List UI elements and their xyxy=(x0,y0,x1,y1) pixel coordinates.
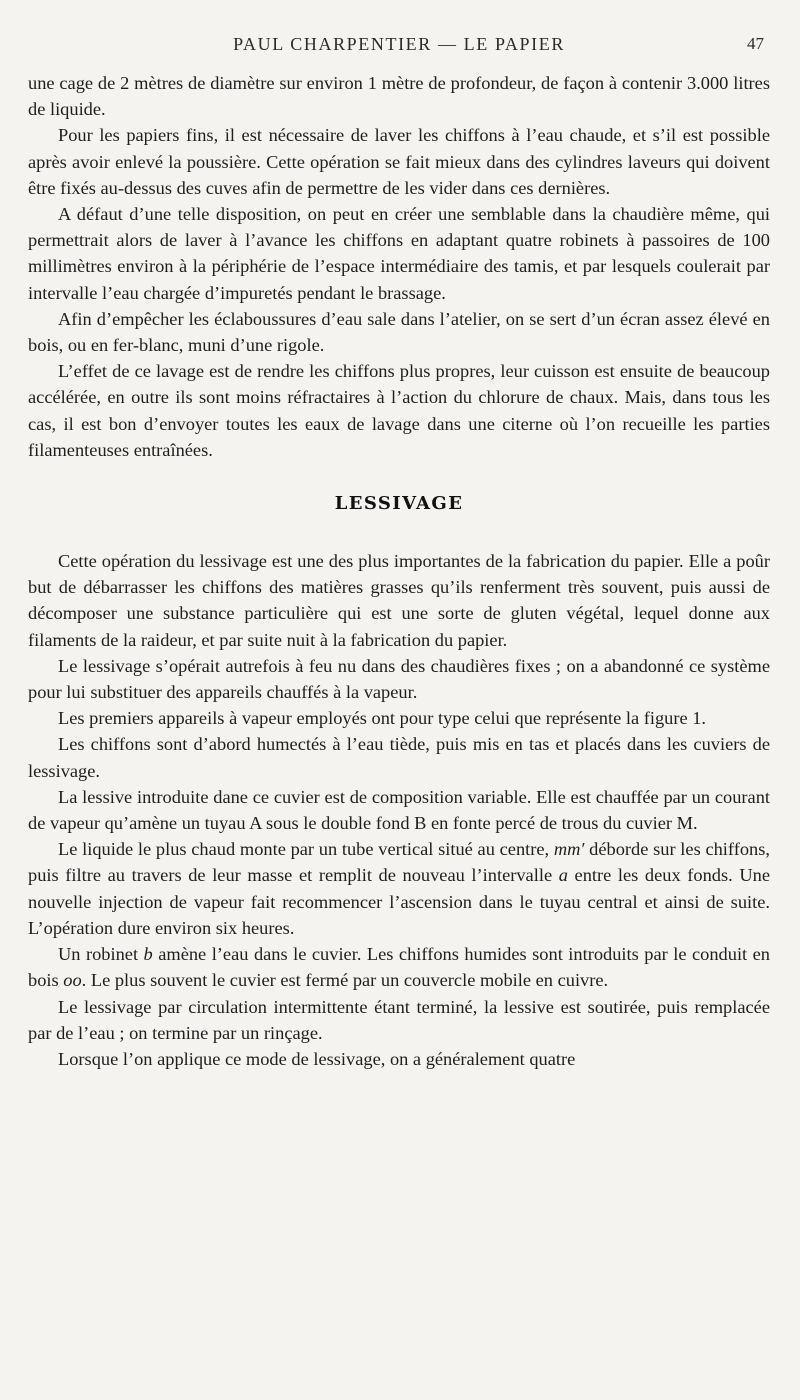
paragraph: La lessive introduite dane ce cuvier est de composition variable. Elle est chauffée par un courant de vapeur qu’amène un tuyau A sous le double fond B en fonte percé de trous du cuvier M. xyxy=(28,786,770,834)
italic-label: oo xyxy=(63,970,82,991)
text-run: amène l’eau dans le cuvier. Les chiffons humides sont introduits par le conduit en bois xyxy=(28,944,770,991)
text-run: Le liquide le plus chaud monte par un tube vertical situé au centre, xyxy=(58,839,554,860)
italic-label: mm′ xyxy=(553,839,585,860)
section-heading: LESSIVAGE xyxy=(334,493,464,515)
paragraph: Lorsque l’on applique ce mode de lessivage, on a généralement quatre xyxy=(58,1048,576,1069)
paragraph xyxy=(28,836,770,941)
paragraph: Pour les papiers fins, il est nécessaire de laver les chiffons à l’eau chaude, et s’il est possible après avoir enlevé la poussière. Cette opération se fait mieux dans des cylindres laveurs qui doivent être fixés au-dessus des cuves afin de permettre de les vider dans ces dernières. xyxy=(28,125,770,198)
text-run: . Le plus souvent le cuvier est fermé par un couvercle mobile en cuivre. xyxy=(81,970,609,991)
paragraph: Le lessivage par circulation intermittente étant terminé, la lessive est soutirée, puis remplacée par de l’eau ; on termine par un rinçage. xyxy=(28,996,770,1043)
running-title: PAUL CHARPENTIER — LE PAPIER xyxy=(233,34,565,54)
paragraph: Le lessivage s’opérait autrefois à feu nu dans des chaudières fixes ; on a abandonné ce système pour lui substituer des appareils chauffés à la vapeur. xyxy=(28,655,770,703)
text-run: Un robinet xyxy=(58,944,144,965)
text-run: déborde sur les chiffons, puis filtre au travers de leur masse et remplit de nouveau l’intervalle xyxy=(28,839,770,886)
italic-label: b xyxy=(143,944,153,965)
paragraph: L’effet de ce lavage est de rendre les chiffons plus propres, leur cuisson est ensuite de beaucoup accélérée, en outre ils sont moins réfractaires à l’action du chlorure de chaux. Mais, dans tous les cas, il est bon d’envoyer toutes les eaux de lavage dans une citerne où l’on recueille les parties filamenteuses entraînées. xyxy=(28,361,770,460)
body-text xyxy=(28,70,770,1072)
text-run: entre les deux fonds. Une nouvelle injection de vapeur fait recommencer l’ascension dans le tuyau central et ainsi de suite. L’opération dure environ six heures. xyxy=(28,865,771,938)
paragraph: Cette opération du lessivage est une des plus importantes de la fabrication du papier. Elle a poûr but de débarrasser les chiffons des matières grasses qu’ils renferment très souvent, puis aussi de décomposer une substance particulière qui est une sorte de gluten végétal, lequel donne aux filaments de la raideur, et par suite nuit à la fabrication du papier. xyxy=(28,551,770,650)
paragraph: A défaut d’une telle disposition, on peut en créer une semblable dans la chaudière même, qui permettrait alors de laver à l’avance les chiffons en adaptant quatre robinets à passoires de 100 millimètres environ à la périphérie de l’espace intermédiaire des tamis, et par lesquels coulerait par intervalle l’eau chargée d’impuretés pendant le brassage. xyxy=(28,204,770,303)
paragraph: Les premiers appareils à vapeur employés ont pour type celui que représente la figure 1. xyxy=(58,708,707,729)
page-number: 47 xyxy=(747,34,764,53)
paragraph xyxy=(28,941,770,993)
paragraph: une cage de 2 mètres de diamètre sur environ 1 mètre de profondeur, de façon à contenir 3.000 litres de liquide. xyxy=(28,73,770,120)
italic-label: a xyxy=(558,865,568,886)
running-head xyxy=(28,34,770,64)
paragraph: Les chiffons sont d’abord humectés à l’eau tiède, puis mis en tas et placés dans les cuviers de lessivage. xyxy=(28,734,770,781)
paragraph: Afin d’empêcher les éclaboussures d’eau sale dans l’atelier, on se sert d’un écran assez élevé en bois, ou en fer-blanc, muni d’une rigole. xyxy=(28,308,770,356)
